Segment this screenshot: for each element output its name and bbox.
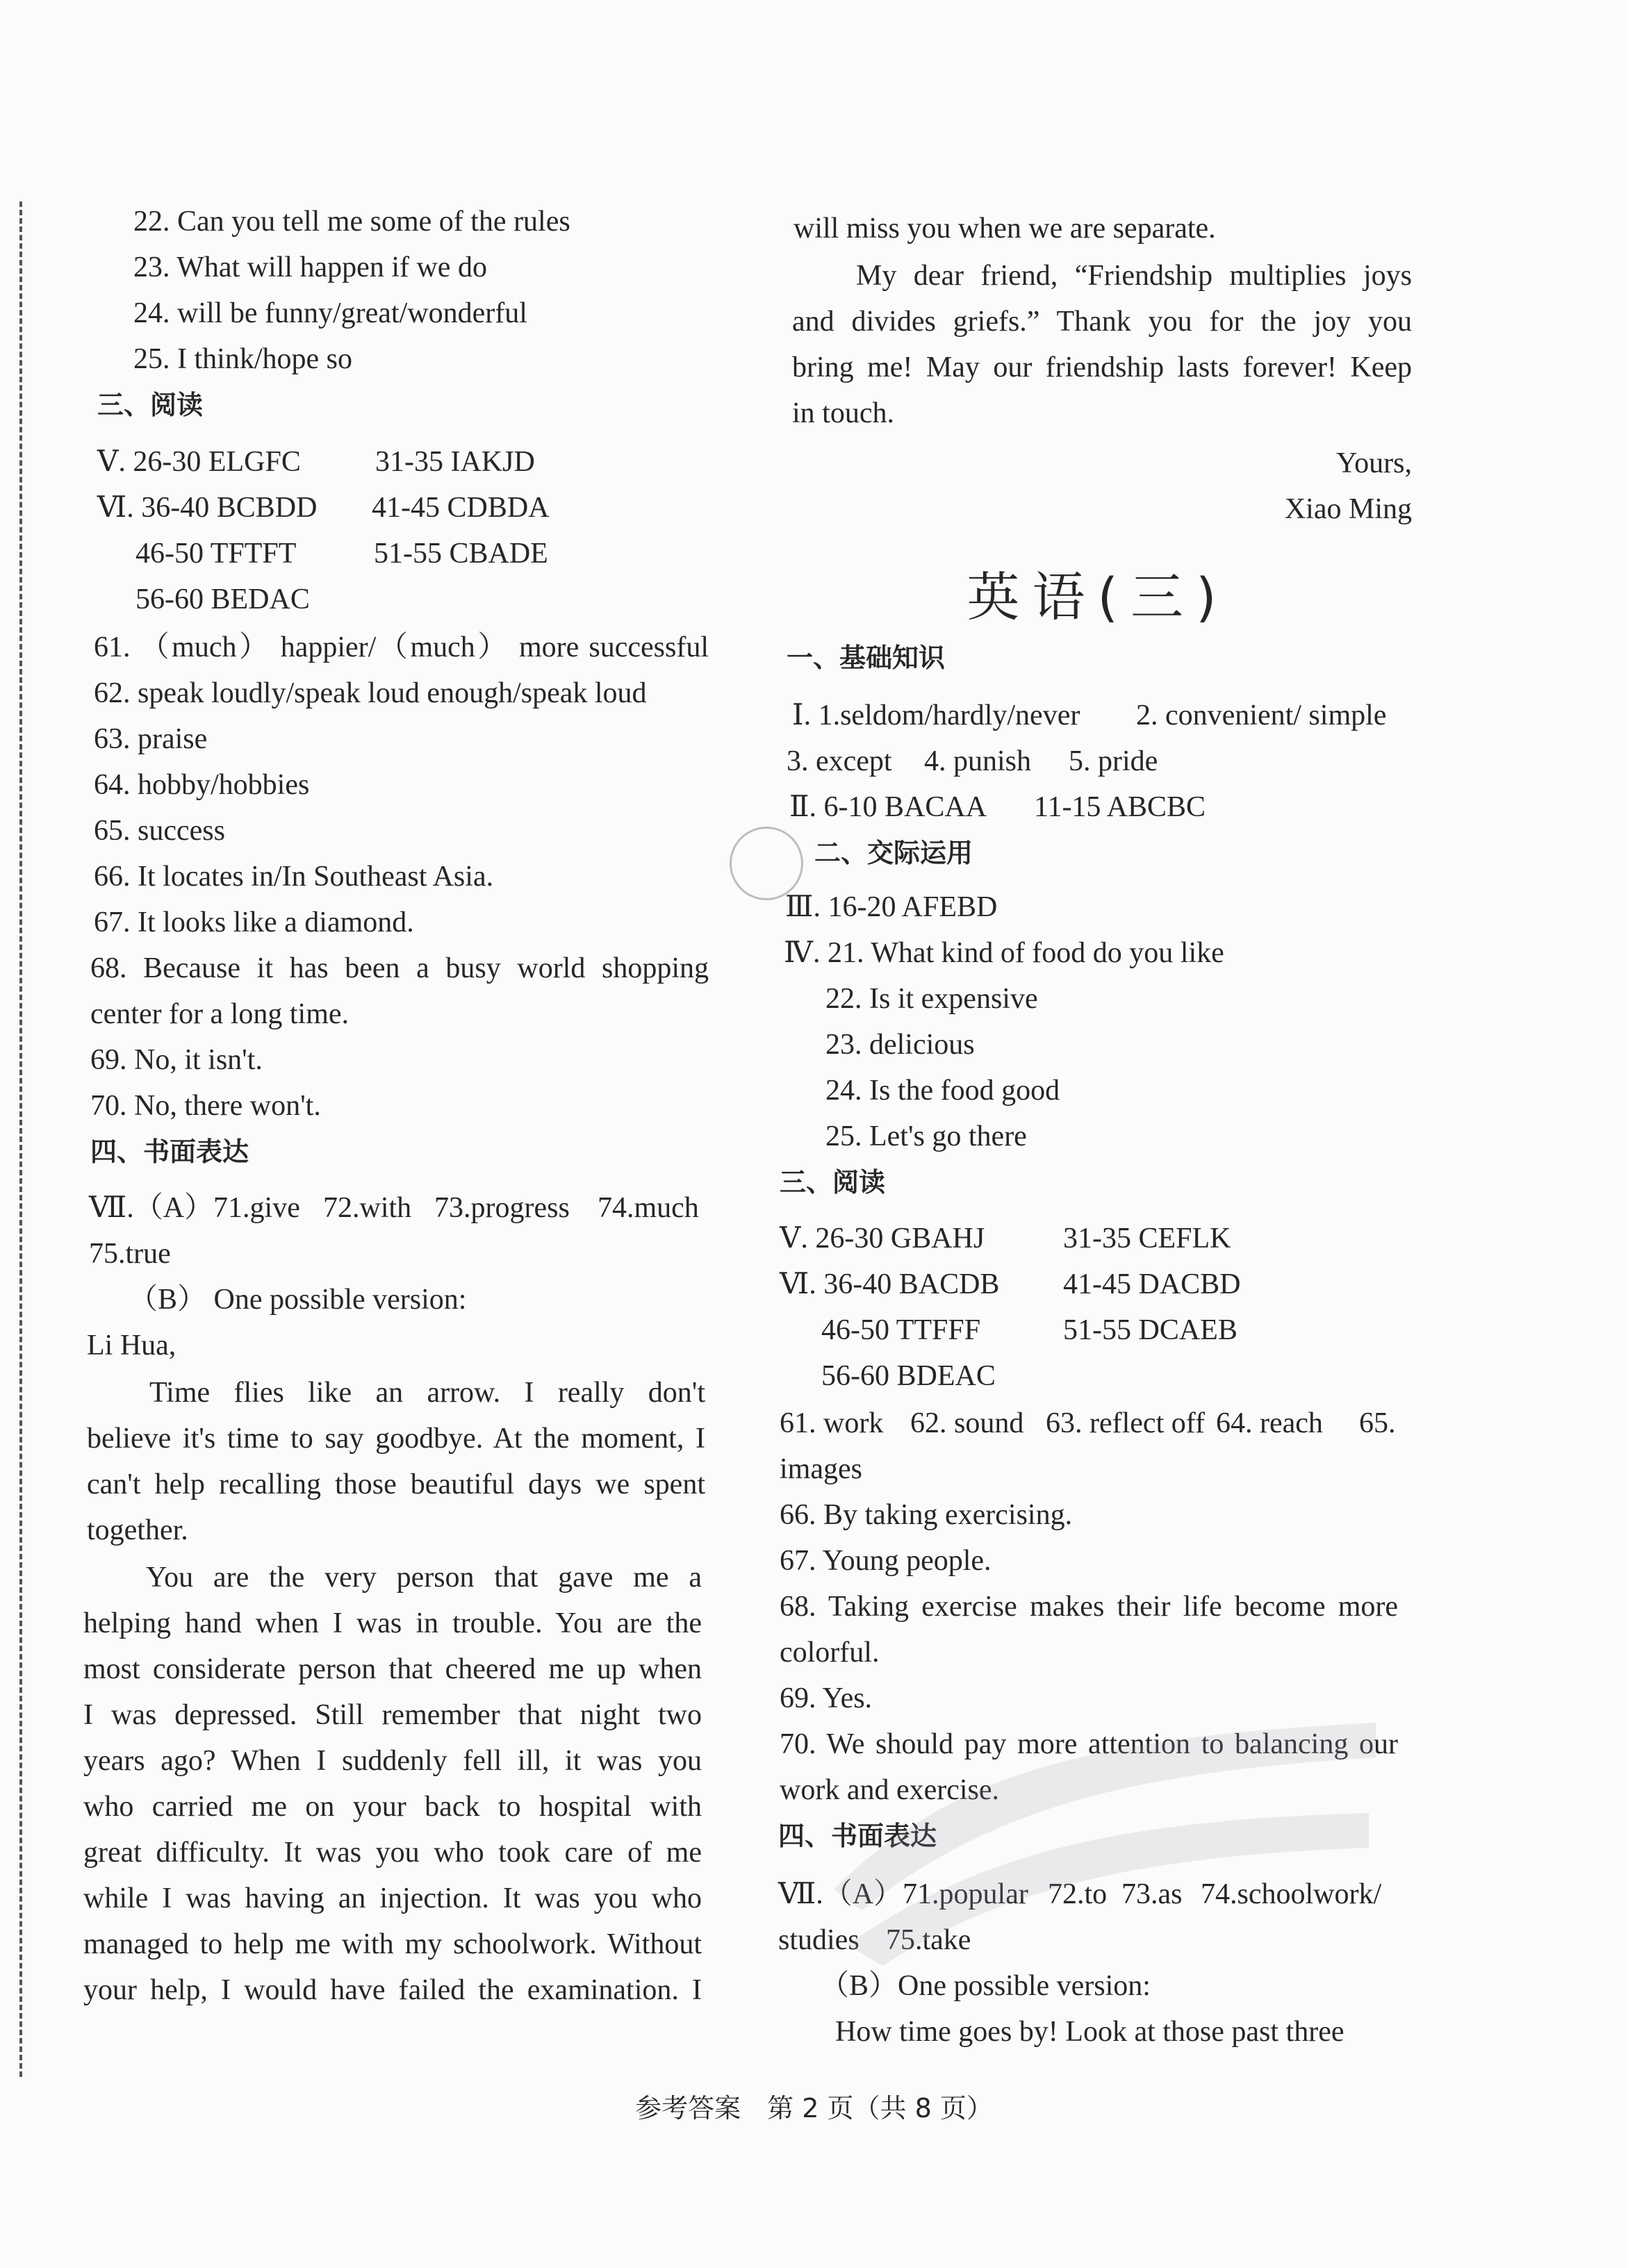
answer-line: 73.progress	[434, 1192, 570, 1224]
answer-line: 46-50 TFTFT	[135, 538, 297, 570]
answer-line: 67. Young people.	[780, 1545, 992, 1577]
watermark-icon	[820, 1681, 1390, 1973]
answer-line: Ⅶ.（A）71.popular	[778, 1878, 1028, 1910]
letter-line: most considerate person that cheered me up when	[83, 1653, 702, 1685]
answer-line: center for a long time.	[90, 998, 350, 1030]
letter-signature: Xiao Ming	[1284, 493, 1412, 525]
letter-line: while I was having an injection. It was you who	[83, 1882, 702, 1914]
answer-line: 65. success	[94, 815, 225, 847]
answer-line: 22. Is it expensive	[825, 983, 1038, 1015]
letter-line: managed to help me with my schoolwork. Without	[83, 1928, 702, 1960]
answer-line: 64. hobby/hobbies	[94, 769, 310, 801]
letter-line: years ago? When I suddenly fell ill, it was you	[83, 1745, 702, 1777]
section-heading: 三、阅读	[780, 1167, 886, 1198]
answer-line: 22. Can you tell me some of the rules	[133, 206, 570, 238]
answer-line: 70. No, there won't.	[90, 1090, 321, 1122]
letter-line: helping hand when I was in trouble. You are the	[83, 1607, 702, 1639]
answer-line: 72.to	[1048, 1878, 1108, 1910]
letter-line: will miss you when we are separate.	[794, 213, 1216, 245]
letter-line: your help, I would have failed the examination. I	[83, 1974, 702, 2006]
answer-line: colorful.	[780, 1637, 880, 1669]
letter-line: and divides griefs.” Thank you for the joy you	[792, 306, 1412, 338]
answer-line: 5. pride	[1069, 745, 1158, 777]
answer-line: 51-55 DCAEB	[1063, 1314, 1238, 1346]
answer-line: 65.	[1359, 1407, 1396, 1439]
answer-line: images	[780, 1453, 862, 1485]
letter-line: who carried me on your back to hospital with	[83, 1791, 702, 1823]
page-footer: 参考答案 第 2 页（共 8 页）	[635, 2093, 993, 2124]
answer-line: 2. convenient/ simple	[1136, 700, 1387, 731]
letter-line: can't help recalling those beautiful days we spent	[87, 1468, 705, 1500]
answer-line: Ⅲ. 16-20 AFEBD	[785, 891, 998, 923]
answer-line: 61. （much） happier/（much） more successful	[94, 631, 709, 663]
answer-line: Ⅴ. 26-30 GBAHJ	[780, 1223, 985, 1255]
answer-line: work and exercise.	[780, 1774, 1000, 1806]
letter-salutation: Li Hua,	[87, 1330, 176, 1361]
answer-line: 3. except	[787, 745, 892, 777]
answer-line: 23. delicious	[825, 1029, 975, 1061]
answer-line: 66. It locates in/In Southeast Asia.	[94, 861, 494, 893]
answer-line: 56-60 BEDAC	[135, 583, 310, 615]
answer-line: 63. reflect off	[1046, 1407, 1205, 1439]
answer-line: 46-50 TTFFF	[821, 1314, 981, 1346]
section-heading: 二、交际运用	[814, 838, 973, 868]
letter-closing: Yours,	[1336, 447, 1412, 479]
answer-line: 68. Taking exercise makes their life become more	[780, 1591, 1398, 1623]
answer-line: Ⅴ. 26-30 ELGFC	[97, 446, 301, 478]
answer-line: 64. reach	[1216, 1407, 1323, 1439]
answer-line: 73.as	[1121, 1878, 1183, 1910]
answer-line: 56-60 BDEAC	[821, 1360, 996, 1392]
answer-line: 31-35 CEFLK	[1063, 1223, 1231, 1255]
answer-line: 74.schoolwork/	[1201, 1878, 1382, 1910]
answer-line: Ⅳ. 21. What kind of food do you like	[784, 937, 1224, 969]
answer-line: Ⅰ. 1.seldom/hardly/never	[792, 700, 1080, 731]
answer-line: 25. Let's go there	[825, 1120, 1027, 1152]
answer-line: 31-35 IAKJD	[375, 446, 535, 478]
answer-line: 69. No, it isn't.	[90, 1044, 263, 1076]
answer-line: 24. Is the food good	[825, 1075, 1060, 1107]
binding-cut-line	[19, 201, 22, 2077]
answer-line: 11-15 ABCBC	[1034, 791, 1206, 823]
answer-line: 61. work	[780, 1407, 884, 1439]
letter-line: believe it's time to say goodbye. At the moment, I	[87, 1423, 705, 1455]
answer-line: 51-55 CBADE	[374, 538, 548, 570]
answer-line: 63. praise	[94, 723, 208, 755]
answer-line: 62. sound	[910, 1407, 1024, 1439]
answer-line: 75.take	[886, 1924, 971, 1956]
section-title: 英语(三)	[967, 566, 1229, 628]
answer-line: 74.much	[598, 1192, 699, 1224]
answer-line: 25. I think/hope so	[133, 343, 352, 375]
letter-line: in touch.	[792, 397, 894, 429]
answer-line: 4. punish	[924, 745, 1032, 777]
letter-line: I was depressed. Still remember that night two	[83, 1699, 702, 1731]
section-heading: 四、书面表达	[90, 1136, 249, 1167]
letter-line: bring me! May our friendship lasts forever! Keep	[792, 351, 1412, 383]
answer-line: 72.with	[323, 1192, 412, 1224]
letter-line: How time goes by! Look at those past three	[835, 2016, 1345, 2048]
letter-line: Time flies like an arrow. I really don't	[149, 1377, 705, 1409]
answer-line: Ⅶ.（A）71.give	[89, 1192, 300, 1224]
answer-line: 68. Because it has been a busy world shopping	[90, 952, 709, 984]
answer-line: 70. We should pay more attention to balancing our	[780, 1728, 1398, 1760]
answer-line: Ⅵ. 36-40 BCBDD	[97, 492, 318, 524]
answer-line: 75.true	[89, 1238, 171, 1270]
section-heading: 一、基础知识	[787, 643, 946, 673]
answer-line: 24. will be funny/great/wonderful	[133, 297, 527, 329]
letter-line: You are the very person that gave me a	[146, 1562, 702, 1594]
answer-line: （B）One possible version:	[820, 1970, 1151, 2002]
answer-line: 66. By taking exercising.	[780, 1499, 1073, 1531]
answer-line: （B） One possible version:	[129, 1284, 467, 1316]
letter-line: together.	[87, 1514, 188, 1546]
faint-stamp-icon	[730, 827, 803, 900]
answer-line: 67. It looks like a diamond.	[94, 907, 414, 938]
letter-line: great difficulty. It was you who took care of me	[83, 1837, 702, 1869]
answer-line: Ⅱ. 6-10 BACAA	[789, 791, 987, 823]
section-heading: 三、阅读	[97, 390, 204, 420]
answer-line: 69. Yes.	[780, 1682, 873, 1714]
answer-line: Ⅵ. 36-40 BACDB	[780, 1268, 1000, 1300]
answer-line: 23. What will happen if we do	[133, 251, 487, 283]
answer-line: 41-45 CDBDA	[372, 492, 550, 524]
section-heading: 四、书面表达	[778, 1821, 937, 1851]
answer-line: 41-45 DACBD	[1063, 1268, 1241, 1300]
answer-line: 62. speak loudly/speak loud enough/speak loud	[94, 677, 647, 709]
answer-line: studies	[778, 1924, 860, 1956]
letter-line: My dear friend, “Friendship multiplies joys	[856, 260, 1412, 292]
